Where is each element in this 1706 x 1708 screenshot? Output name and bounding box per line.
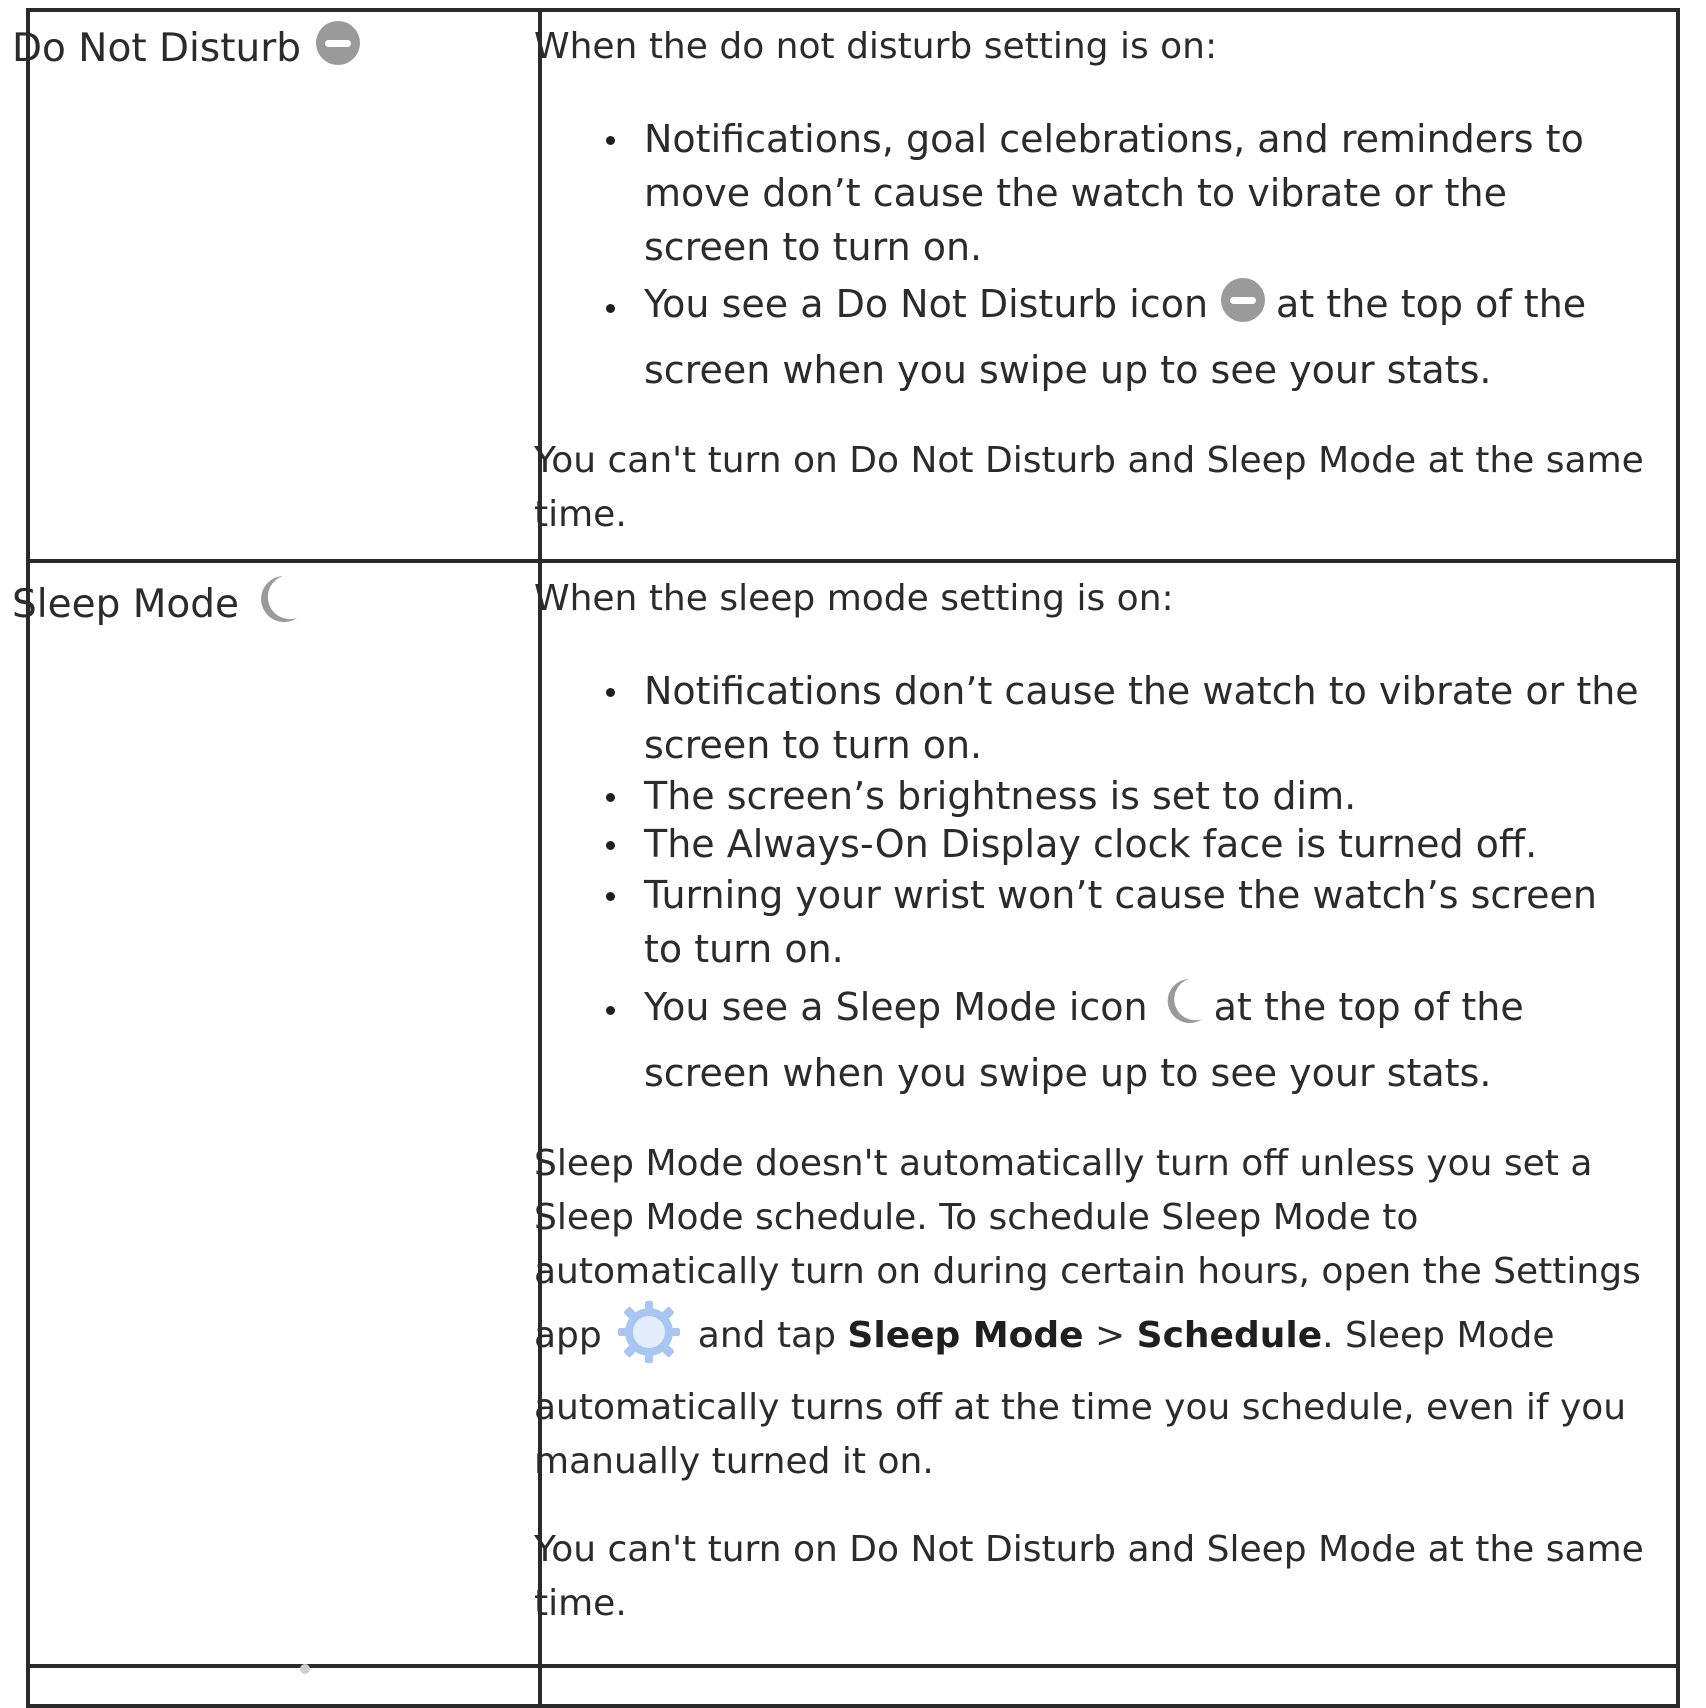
list-item <box>644 976 1644 1103</box>
do-not-disturb-icon <box>315 20 361 78</box>
menu-path-sleep-mode: Sleep Mode <box>847 1315 1084 1356</box>
list-item-text: at the top of the screen when you swipe up to see your stats. <box>644 282 1587 392</box>
do-not-disturb-icon <box>1220 277 1266 340</box>
list-item <box>644 868 1644 976</box>
list-item <box>644 274 1644 400</box>
intro-text: When the do not disturb setting is on: <box>534 26 1218 67</box>
note-text: You can't turn on Do Not Disturb and Sleep Mode at the same time. <box>534 440 1644 535</box>
bullet-list <box>534 664 1644 1103</box>
row-label-do-not-disturb <box>12 20 361 78</box>
list-item-text: You see a Sleep Mode icon <box>644 985 1148 1029</box>
row-label-text: Sleep Mode <box>12 581 239 627</box>
menu-path-separator: > <box>1095 1315 1126 1356</box>
list-item <box>644 772 1644 820</box>
moon-icon <box>1160 976 1204 1043</box>
list-item-text: Notifications don’t cause the watch to vibrate or the screen to turn on. <box>644 669 1639 767</box>
row-label-text: Do Not Disturb <box>12 25 301 71</box>
moon-icon <box>253 574 299 636</box>
menu-path-schedule: Schedule <box>1136 1315 1323 1356</box>
list-item-text: You see a Do Not Disturb icon <box>644 282 1209 326</box>
list-item-text: Notifications, goal celebrations, and reminders to move don’t cause the watch to vibrate or the screen to turn on. <box>644 117 1584 269</box>
paragraph-text-part: . Sleep Mode automatically turns off at the time you schedule, even if you manually turned it on. <box>534 1315 1627 1482</box>
list-item <box>644 112 1644 274</box>
list-item-text: Turning your wrist won’t cause the watch’s screen to turn on. <box>644 873 1597 971</box>
row-divider <box>30 1664 1676 1668</box>
list-item <box>644 820 1644 868</box>
list-item-text: The Always-On Display clock face is turned off. <box>644 822 1538 866</box>
row-description-sleep-mode <box>534 572 1644 1631</box>
paragraph-text-part: and tap <box>697 1315 836 1356</box>
paragraph-text <box>534 1137 1644 1489</box>
row-divider <box>30 559 1676 563</box>
row-label-sleep-mode <box>12 574 299 636</box>
list-item-text: The screen’s brightness is set to dim. <box>644 774 1357 818</box>
list-item-text: at the top of the screen when you swipe up to see your stats. <box>644 985 1524 1095</box>
intro-text: When the sleep mode setting is on: <box>534 578 1174 619</box>
list-item <box>644 664 1644 772</box>
next-row-icon <box>300 1664 310 1674</box>
bullet-list <box>534 112 1644 400</box>
row-description-do-not-disturb <box>534 20 1644 542</box>
paragraph-text-part: Sleep Mode doesn't automatically turn off unless you set a Sleep Mode schedule. To schedule Sleep Mode to automatically turn on during certain hours, open the Settings app <box>534 1143 1641 1356</box>
note-text: You can't turn on Do Not Disturb and Sleep Mode at the same time. <box>534 1529 1644 1624</box>
settings-gear-icon <box>616 1299 682 1381</box>
